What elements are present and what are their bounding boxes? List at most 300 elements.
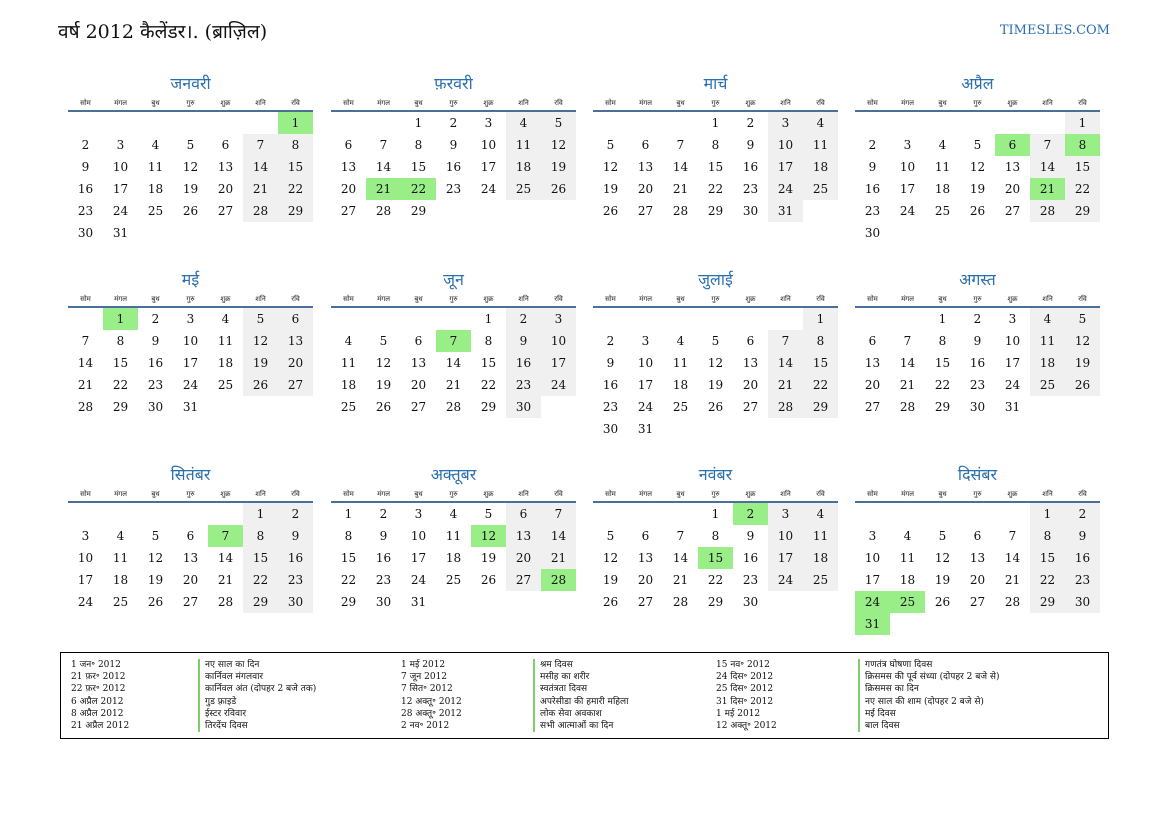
week-row [593, 396, 838, 418]
month-calendar [593, 72, 838, 222]
empty-cell [471, 200, 506, 222]
holiday-name: लोक सेवा अवकाश [540, 708, 602, 719]
week-row [593, 178, 838, 200]
day-cell: 13 [637, 160, 654, 174]
week-row [855, 502, 1100, 525]
day-cell: 10 [637, 356, 654, 370]
day-cell: 11 [340, 356, 357, 370]
day-cell: 26 [243, 374, 278, 396]
empty-cell [208, 396, 243, 418]
weekday-header: शनि [506, 96, 541, 111]
day-cell: 18 [506, 156, 541, 178]
holiday-names-column [198, 659, 316, 732]
empty-cell [366, 111, 401, 134]
month-name: दिसंबर [957, 465, 998, 484]
day-cell: 20 [340, 182, 357, 196]
day-cell: 30 [147, 400, 164, 414]
holiday-name: बाल दिवस [865, 720, 900, 731]
day-cell: 20 [506, 547, 541, 569]
day-cell: 16 [506, 352, 541, 374]
weekday-header: बुध [401, 292, 436, 307]
day-cell: 15 [340, 551, 357, 565]
day-cell: 7 [208, 525, 243, 547]
day-cell: 29 [1030, 591, 1065, 613]
week-row [68, 525, 313, 547]
empty-cell [768, 418, 803, 440]
day-cell: 16 [742, 160, 759, 174]
month-name: मई [181, 270, 200, 289]
day-cell: 6 [278, 307, 313, 330]
holiday-dates-column [401, 659, 462, 732]
empty-cell [803, 200, 838, 222]
day-cell: 21 [445, 378, 462, 392]
weekday-header: मंगल [628, 96, 663, 111]
empty-cell [1065, 222, 1100, 244]
week-row [855, 525, 1100, 547]
day-cell: 25 [112, 595, 129, 609]
day-cell: 18 [803, 156, 838, 178]
weekday-header: शुक्र [733, 487, 768, 502]
month-calendar [855, 268, 1100, 418]
day-cell: 18 [112, 573, 129, 587]
weekday-header: मंगल [103, 96, 138, 111]
day-cell: 16 [864, 182, 881, 196]
week-row [593, 374, 838, 396]
day-cell: 25 [803, 178, 838, 200]
day-cell: 15 [698, 547, 733, 569]
day-cell: 1 [484, 312, 493, 326]
day-cell: 4 [938, 138, 947, 152]
empty-cell [68, 307, 103, 330]
day-cell: 20 [278, 352, 313, 374]
weekday-header: गुरु [436, 292, 471, 307]
day-cell: 1 [803, 307, 838, 330]
weekday-header: बुध [401, 487, 436, 502]
day-cell: 18 [445, 551, 462, 565]
day-cell: 6 [641, 529, 650, 543]
week-row [855, 374, 1100, 396]
day-cell: 10 [541, 330, 576, 352]
day-cell: 6 [506, 502, 541, 525]
day-cell: 18 [672, 378, 689, 392]
week-row [331, 111, 576, 134]
weekday-header: रवि [1065, 96, 1100, 111]
empty-cell [208, 111, 243, 134]
weekday-header: सोम [593, 292, 628, 307]
day-cell: 13 [1004, 160, 1021, 174]
day-cell: 3 [641, 334, 650, 348]
empty-cell [733, 307, 768, 330]
day-cell: 29 [707, 204, 724, 218]
week-row [855, 591, 1100, 613]
day-cell: 9 [746, 529, 755, 543]
weekday-header: मंगल [890, 96, 925, 111]
day-cell: 6 [973, 529, 982, 543]
day-cell: 22 [1065, 178, 1100, 200]
day-cell: 30 [77, 226, 94, 240]
day-cell: 5 [711, 334, 720, 348]
day-cell: 7 [541, 502, 576, 525]
empty-cell [925, 111, 960, 134]
day-cell: 21 [541, 547, 576, 569]
day-cell: 6 [868, 334, 877, 348]
weekday-header: सोम [68, 96, 103, 111]
week-row [593, 111, 838, 134]
weekday-header: रवि [1065, 487, 1100, 502]
day-cell: 1 [103, 307, 138, 330]
day-cell: 7 [81, 334, 90, 348]
day-cell: 31 [112, 226, 129, 240]
weekday-header: सोम [331, 96, 366, 111]
day-cell: 3 [484, 116, 493, 130]
day-cell: 13 [637, 551, 654, 565]
weekday-header: सोम [593, 487, 628, 502]
holiday-list [60, 652, 1109, 739]
day-cell: 22 [340, 573, 357, 587]
day-cell: 12 [934, 551, 951, 565]
day-cell: 9 [606, 356, 615, 370]
day-cell: 10 [410, 529, 427, 543]
day-cell: 23 [506, 374, 541, 396]
day-cell: 31 [182, 400, 199, 414]
weekday-header: बुध [925, 292, 960, 307]
empty-cell [208, 502, 243, 525]
day-cell: 14 [768, 352, 803, 374]
month-name: जून [443, 270, 464, 289]
day-cell: 21 [243, 178, 278, 200]
day-cell: 27 [637, 204, 654, 218]
week-row [331, 374, 576, 396]
day-cell: 27 [217, 204, 234, 218]
empty-cell [68, 502, 103, 525]
day-cell: 3 [414, 507, 423, 521]
weekday-header: सोम [331, 487, 366, 502]
empty-cell [331, 111, 366, 134]
day-cell: 29 [410, 204, 427, 218]
day-cell: 4 [449, 507, 458, 521]
weekday-header: बुध [663, 292, 698, 307]
day-cell: 31 [768, 200, 803, 222]
day-cell: 4 [506, 111, 541, 134]
day-cell: 16 [147, 356, 164, 370]
month-calendar [855, 72, 1100, 244]
day-cell: 28 [672, 595, 689, 609]
month-calendar [331, 268, 576, 418]
day-cell: 17 [410, 551, 427, 565]
day-cell: 13 [506, 525, 541, 547]
holiday-name: कार्निवल अंत (दोपहर 2 बजे तक) [205, 684, 317, 695]
month-table [855, 292, 1100, 418]
day-cell: 19 [602, 182, 619, 196]
day-cell: 18 [147, 182, 164, 196]
day-cell: 19 [969, 182, 986, 196]
day-cell: 15 [112, 356, 129, 370]
weekday-header: सोम [68, 292, 103, 307]
empty-cell [1030, 222, 1065, 244]
weekday-header: गुरु [173, 487, 208, 502]
day-cell: 27 [864, 400, 881, 414]
day-cell: 26 [480, 573, 497, 587]
day-cell: 21 [1004, 573, 1021, 587]
day-cell: 12 [375, 356, 392, 370]
day-cell: 2 [151, 312, 160, 326]
week-row [331, 178, 576, 200]
day-cell: 28 [77, 400, 94, 414]
month-name: फ़रवरी [434, 74, 473, 93]
day-cell: 18 [340, 378, 357, 392]
day-cell: 21 [768, 374, 803, 396]
holiday-date: 6 अप्रैल 2012 [71, 696, 124, 707]
day-cell: 27 [969, 595, 986, 609]
day-cell: 9 [379, 529, 388, 543]
weekday-header: गुरु [960, 96, 995, 111]
empty-cell [366, 307, 401, 330]
week-row [593, 502, 838, 525]
day-cell: 28 [541, 569, 576, 591]
day-cell: 14 [375, 160, 392, 174]
empty-cell [506, 200, 541, 222]
holiday-date: 2 नव॰ 2012 [401, 720, 450, 731]
empty-cell [471, 591, 506, 613]
month-table [855, 96, 1100, 244]
day-cell: 20 [1004, 182, 1021, 196]
day-cell: 26 [375, 400, 392, 414]
week-row [331, 200, 576, 222]
day-cell: 5 [938, 529, 947, 543]
empty-cell [855, 111, 890, 134]
month-name: जनवरी [170, 74, 211, 93]
holiday-date: 8 अप्रैल 2012 [71, 708, 124, 719]
day-cell: 22 [243, 569, 278, 591]
month-calendar [68, 72, 313, 244]
day-cell: 27 [506, 569, 541, 591]
day-cell: 3 [541, 307, 576, 330]
day-cell: 22 [1030, 569, 1065, 591]
day-cell: 19 [147, 573, 164, 587]
month-calendar [331, 463, 576, 613]
empty-cell [925, 613, 960, 635]
day-cell: 29 [112, 400, 129, 414]
site-link[interactable]: TIMESLES.COM [999, 23, 1110, 38]
day-cell: 7 [676, 138, 685, 152]
day-cell: 1 [711, 507, 720, 521]
day-cell: 5 [151, 529, 160, 543]
weekday-header: सोम [855, 96, 890, 111]
week-row [593, 200, 838, 222]
week-row [855, 156, 1100, 178]
empty-cell [995, 222, 1030, 244]
day-cell: 24 [480, 182, 497, 196]
day-cell: 29 [803, 396, 838, 418]
day-cell: 24 [77, 595, 94, 609]
day-cell: 22 [480, 378, 497, 392]
day-cell: 2 [746, 116, 755, 130]
day-cell: 8 [344, 529, 353, 543]
weekday-header: गुरु [173, 96, 208, 111]
empty-cell [925, 502, 960, 525]
weekday-header: मंगल [103, 292, 138, 307]
weekday-header: शनि [1030, 96, 1065, 111]
day-cell: 12 [243, 330, 278, 352]
holiday-date: 1 मई 2012 [401, 660, 446, 670]
day-cell: 11 [506, 134, 541, 156]
day-cell: 25 [506, 178, 541, 200]
day-cell: 23 [77, 204, 94, 218]
day-cell: 19 [541, 156, 576, 178]
month-name: मार्च [703, 74, 728, 93]
empty-cell [278, 222, 313, 244]
day-cell: 5 [379, 334, 388, 348]
week-row [593, 569, 838, 591]
day-cell: 17 [182, 356, 199, 370]
holiday-dates-column [71, 659, 129, 732]
day-cell: 19 [707, 378, 724, 392]
day-cell: 14 [1030, 156, 1065, 178]
month-calendar [331, 72, 576, 222]
weekday-header: मंगल [890, 292, 925, 307]
weekday-header: गुरु [698, 96, 733, 111]
week-row [331, 352, 576, 374]
day-cell: 7 [1030, 134, 1065, 156]
weekday-header: मंगल [103, 487, 138, 502]
day-cell: 4 [803, 111, 838, 134]
day-cell: 10 [112, 160, 129, 174]
day-cell: 2 [379, 507, 388, 521]
month-name: अगस्त [959, 270, 996, 289]
day-cell: 26 [1065, 374, 1100, 396]
day-cell: 5 [606, 138, 615, 152]
day-cell: 28 [445, 400, 462, 414]
week-row [331, 502, 576, 525]
day-cell: 14 [217, 551, 234, 565]
day-cell: 20 [864, 378, 881, 392]
weekday-header: शुक्र [471, 487, 506, 502]
weekday-header: गुरु [173, 292, 208, 307]
day-cell: 12 [471, 525, 506, 547]
day-cell: 30 [742, 595, 759, 609]
day-cell: 28 [243, 200, 278, 222]
day-cell: 23 [602, 400, 619, 414]
day-cell: 5 [243, 307, 278, 330]
weekday-header: रवि [278, 487, 313, 502]
holiday-date: 31 दिस॰ 2012 [716, 696, 774, 707]
weekday-header: शुक्र [471, 292, 506, 307]
day-cell: 8 [711, 138, 720, 152]
weekday-header: शुक्र [471, 96, 506, 111]
day-cell: 16 [375, 551, 392, 565]
holiday-name: सभी आत्माओं का दिन [540, 720, 614, 731]
day-cell: 25 [672, 400, 689, 414]
day-cell: 4 [803, 502, 838, 525]
day-cell: 8 [1030, 525, 1065, 547]
day-cell: 27 [340, 204, 357, 218]
day-cell: 18 [934, 182, 951, 196]
empty-cell [593, 307, 628, 330]
day-cell: 20 [637, 182, 654, 196]
week-row [68, 352, 313, 374]
day-cell: 25 [890, 591, 925, 613]
holiday-date: 7 सित॰ 2012 [401, 684, 453, 695]
day-cell: 8 [243, 525, 278, 547]
week-row [68, 134, 313, 156]
holiday-date: 1 मई 2012 [716, 708, 761, 719]
day-cell: 10 [768, 525, 803, 547]
day-cell: 11 [803, 134, 838, 156]
day-cell: 11 [112, 551, 129, 565]
weekday-header: मंगल [628, 487, 663, 502]
empty-cell [890, 222, 925, 244]
week-row [593, 134, 838, 156]
day-cell: 7 [768, 330, 803, 352]
weekday-header: शुक्र [995, 292, 1030, 307]
day-cell: 26 [969, 204, 986, 218]
day-cell: 17 [864, 573, 881, 587]
day-cell: 23 [147, 378, 164, 392]
day-cell: 6 [641, 138, 650, 152]
weekday-header: शुक्र [208, 96, 243, 111]
day-cell: 4 [221, 312, 230, 326]
day-cell: 25 [445, 573, 462, 587]
holiday-date: 28 अक्तू॰ 2012 [401, 708, 462, 719]
day-cell: 15 [243, 547, 278, 569]
day-cell: 25 [340, 400, 357, 414]
holiday-name: नए साल की शाम (दोपहर 2 बजे से) [865, 696, 984, 707]
month-name: अक्तूबर [430, 465, 477, 484]
day-cell: 26 [707, 400, 724, 414]
day-cell: 3 [116, 138, 125, 152]
holiday-name: अपरेसीडा की हमारी महिला [540, 696, 629, 707]
day-cell: 17 [480, 160, 497, 174]
holiday-name: गुड फ़्राइडे [205, 696, 237, 707]
weekday-header: मंगल [628, 292, 663, 307]
weekday-header: गुरु [436, 487, 471, 502]
day-cell: 11 [934, 160, 951, 174]
day-cell: 9 [506, 330, 541, 352]
month-table [68, 487, 313, 613]
day-cell: 11 [1030, 330, 1065, 352]
day-cell: 6 [344, 138, 353, 152]
day-cell: 25 [934, 204, 951, 218]
day-cell: 28 [1004, 595, 1021, 609]
holiday-date: 1 जन॰ 2012 [71, 660, 121, 670]
empty-cell [331, 307, 366, 330]
day-cell: 28 [217, 595, 234, 609]
empty-cell [1065, 613, 1100, 635]
month-table [855, 487, 1100, 635]
holiday-date: 12 अक्तू॰ 2012 [716, 720, 777, 731]
weekday-header: बुध [663, 487, 698, 502]
weekday-header: गुरु [436, 96, 471, 111]
day-cell: 18 [1030, 352, 1065, 374]
holiday-name: ईस्टर रविवार [205, 708, 247, 719]
day-cell: 23 [742, 573, 759, 587]
day-cell: 22 [401, 178, 436, 200]
empty-cell [995, 111, 1030, 134]
weekday-header: मंगल [366, 96, 401, 111]
day-cell: 17 [768, 156, 803, 178]
month-calendar [855, 463, 1100, 635]
day-cell: 2 [449, 116, 458, 130]
day-cell: 10 [864, 551, 881, 565]
week-row [331, 396, 576, 418]
day-cell: 24 [1004, 378, 1021, 392]
weekday-header: शनि [768, 487, 803, 502]
day-cell: 1 [278, 111, 313, 134]
empty-cell [698, 418, 733, 440]
weekday-header: शनि [506, 487, 541, 502]
day-cell: 15 [480, 356, 497, 370]
day-cell: 29 [934, 400, 951, 414]
